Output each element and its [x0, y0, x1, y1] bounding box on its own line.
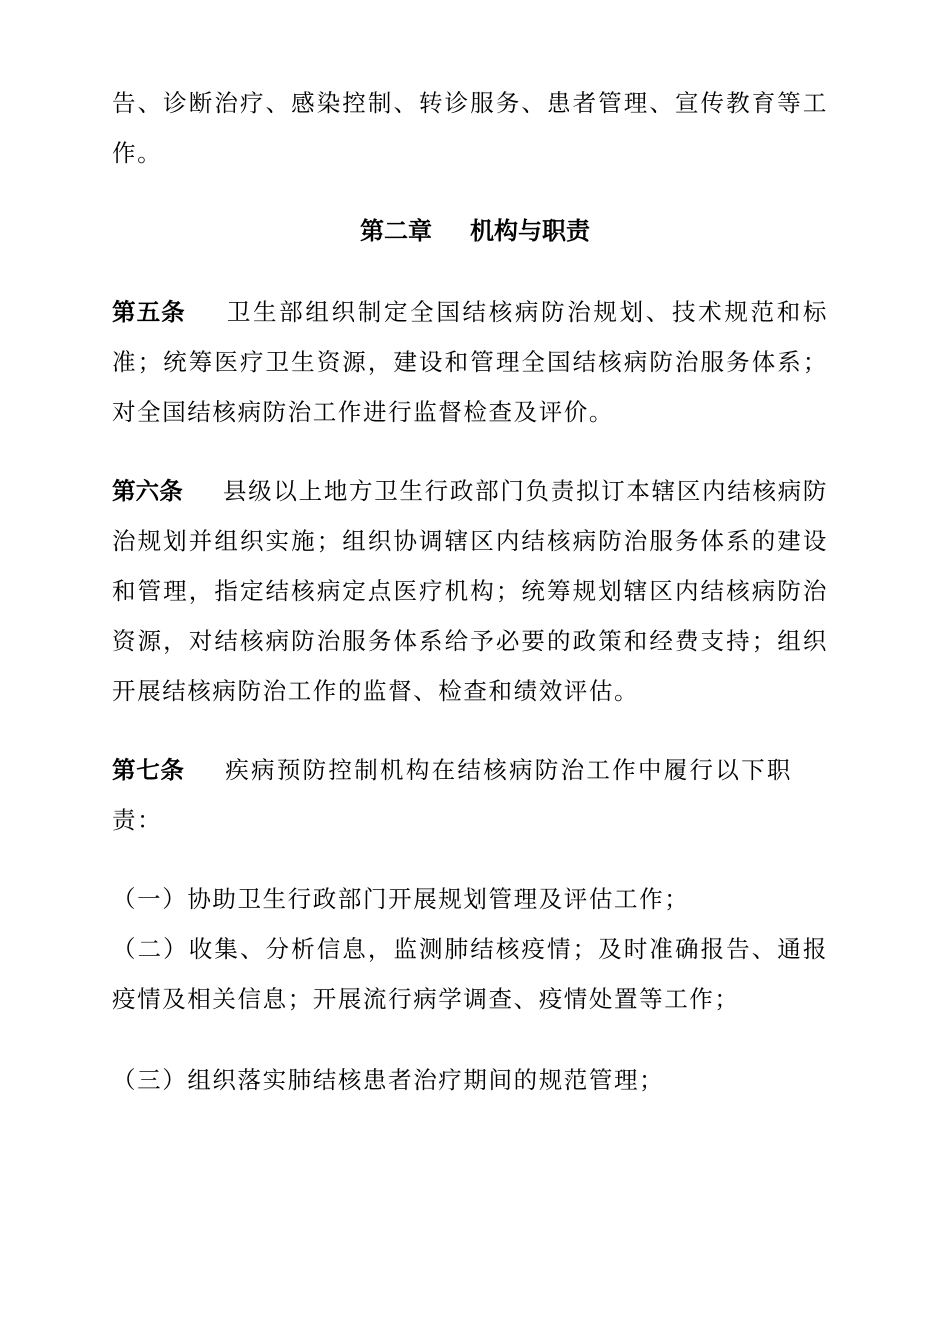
item-text: 组织落实肺结核患者治疗期间的规范管理； — [187, 1066, 665, 1094]
continuation-text: 告、诊断治疗、感染控制、转诊服务、患者管理、宣传教育等工作。 — [112, 89, 828, 167]
article-text: 县级以上地方卫生行政部门负责拟订本辖区内结核病防治规划并组织实施；组织协调辖区内结核病防治服务体系的建设和管理，指定结核病定点医疗机构；统筹规划辖区内结核病防治资源，对结核病防治服务体系给予必要的政策和经费支持；组织开展结核病防治工作的监督、检查和绩效评估。 — [112, 477, 828, 705]
chapter-heading — [0, 206, 950, 256]
article-5 — [112, 287, 828, 437]
article-label: 第六条 — [112, 477, 183, 505]
list-item — [112, 924, 828, 1024]
continuation-paragraph — [112, 78, 828, 178]
list-item — [112, 1055, 828, 1105]
item-marker: （三） — [112, 1066, 188, 1094]
article-label: 第五条 — [112, 298, 186, 326]
article-label: 第七条 — [112, 756, 185, 784]
article-7 — [112, 745, 792, 845]
list-item — [112, 874, 828, 924]
item-text: 收集、分析信息，监测肺结核疫情；及时准确报告、通报疫情及相关信息；开展流行病学调查、疫情处置等工作； — [112, 935, 828, 1013]
item-marker: （一） — [112, 885, 188, 913]
item-text: 协助卫生行政部门开展规划管理及评估工作； — [187, 885, 690, 913]
article-text: 卫生部组织制定全国结核病防治规划、技术规范和标准；统筹医疗卫生资源，建设和管理全国结核病防治服务体系；对全国结核病防治工作进行监督检查及评价。 — [112, 298, 828, 426]
item-marker: （二） — [112, 935, 189, 963]
chapter-number: 第二章 — [360, 217, 432, 245]
article-text: 疾病预防控制机构在结核病防治工作中履行以下职责： — [112, 756, 792, 834]
chapter-title: 机构与职责 — [470, 217, 590, 245]
article-6 — [112, 466, 828, 716]
